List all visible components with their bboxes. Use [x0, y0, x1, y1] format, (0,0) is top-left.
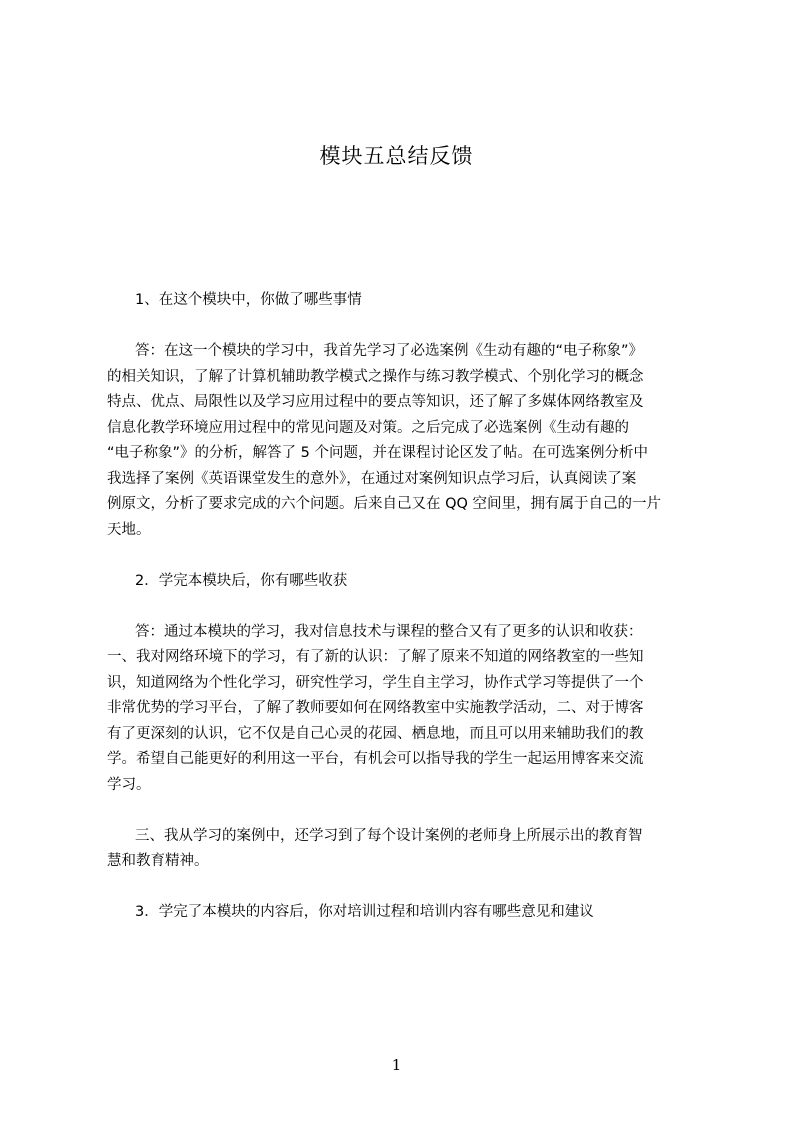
answer-1-line: 答：在这一个模块的学习中，我首先学习了必选案例《生动有趣的“电子称象”》: [135, 343, 644, 359]
answer-1-line: 我选择了案例《英语课堂发生的意外》，在通过对案例知识点学习后，认真阅读了案: [107, 470, 637, 487]
answer-1-line: 特点、优点、局限性以及学习应用过程中的要点等知识，还了解了多媒体网络教室及: [107, 394, 644, 410]
answer-1-line: 天地。: [107, 521, 151, 538]
spacer: [107, 798, 699, 824]
spacer: [107, 875, 699, 901]
answer-1-line: 的相关知识，了解了计算机辅助教学模式之操作与练习教学模式、个别化学习的概念: [107, 368, 644, 385]
answer-2-line: 有了更深刻的认识，它不仅是自己心灵的花园、栖息地，而且可以用来辅助我们的教: [107, 725, 644, 742]
question-3: 3．学完了本模块的内容后，你对培训过程和培训内容有哪些意见和建议: [135, 904, 594, 920]
spacer: [107, 594, 699, 620]
document-body: [107, 288, 699, 926]
question-2: 2．学完本模块后，你有哪些收获: [135, 572, 348, 589]
answer-2-line: 学。希望自己能更好的利用这一平台，有机会可以指导我的学生一起运用博客来交流: [107, 751, 644, 767]
answer-2-extra-line: 慧和教育精神。: [107, 853, 209, 869]
answer-1-line: “电子称象”》的分析，解答了 5 个问题，并在课程讨论区发了帖。在可选案例分析中: [107, 445, 648, 461]
answer-2-extra-line: 三、我从学习的案例中，还学习到了每个设计案例的老师身上所展示出的教育智: [135, 827, 643, 844]
answer-1-line: 信息化教学环境应用过程中的常见问题及对策。之后完成了必选案例《生动有趣的: [107, 419, 629, 436]
page-title: 模块五总结反馈: [319, 144, 474, 168]
spacer: [107, 314, 699, 340]
answer-2-line: 答：通过本模块的学习，我对信息技术与课程的整合又有了更多的认识和收获：: [135, 623, 643, 640]
spacer: [107, 543, 699, 569]
page-number: 1: [391, 1056, 402, 1074]
question-1: 1、在这个模块中，你做了哪些事情: [135, 292, 362, 308]
answer-2-line: 学习。: [107, 776, 151, 793]
answer-2-line: 一、我对网络环境下的学习，有了新的认识：了解了原来不知道的网络教室的一些知: [107, 649, 644, 665]
answer-2-line: 非常优势的学习平台，了解了教师要如何在网络教室中实施教学活动，二、对于博客: [107, 700, 644, 716]
answer-2-line: 识，知道网络为个性化学习，研究性学习，学生自主学习，协作式学习等提供了一个: [107, 674, 644, 691]
answer-1-line: 例原文，分析了要求完成的六个问题。后来自己又在 QQ 空间里，拥有属于自己的一片: [107, 496, 662, 512]
